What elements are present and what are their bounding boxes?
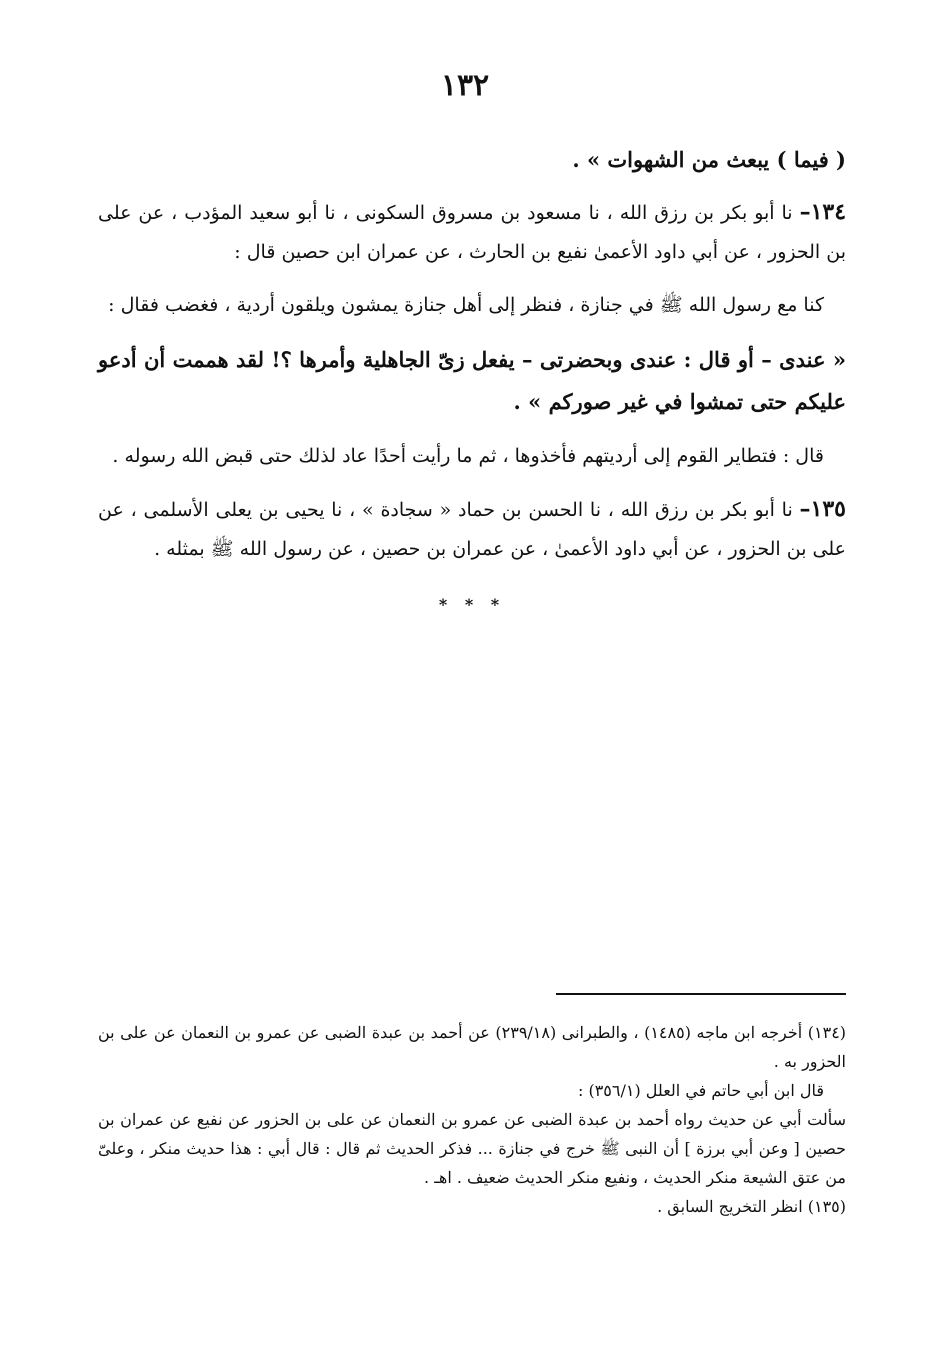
hadith-134-after: قال : فتطاير القوم إلى أرديتهم فأخذوها ، ثم ما رأيت أحدًا عاد لذلك حتى قبض الله رسوله . [112,445,824,467]
footnote-134-line1: (١٣٤) أخرجه ابن ماجه (١٤٨٥) ، والطبرانى (٢٣٩/١٨) عن أحمد بن عبدة الضبى عن عمرو بن النعمان عن على بن الحزور به . [98,1023,847,1071]
hadith-134-number: ١٣٤– [799,199,847,225]
main-text [98,140,846,624]
footnote-divider [556,993,846,995]
footnotes [98,1018,846,1221]
hadith-135-number: ١٣٥– [799,496,846,522]
footnote-134-line2: قال ابن أبي حاتم في العلل (٣٥٦/١) : [577,1081,824,1100]
footnote-134-line3: سألت أبي عن حديث رواه أحمد بن عبدة الضبى عن عمرو بن النعمان عن على بن الحزور عن نفيع عن عمران بن حصين [ وعن أبي برزة ] أن النبى ﷺ خرج في جنازة ... فذكر الحديث ثم قال : قال أبي : هذا حديث منكر ، وعلىّ من عتق الشيعة منكر الحديث ، ونفيع منكر الحديث ضعيف . اهـ . [98,1110,847,1187]
page-number: ١٣٢ [440,68,490,103]
hadith-134-isnad-text: نا أبو بكر بن رزق الله ، نا مسعود بن مسروق السكونى ، نا أبو سعيد المؤدب ، عن على بن الحزور ، عن أبي داود الأعمىٰ نفيع بن الحارث ، عن عمران ابن حصين قال : [98,202,846,263]
hadith-134-quote: « عندى – أو قال : عندى وبحضرتى – يفعل زىّ الجاهلية وأمرها ؟! لقد هممت أن أدعو عليكم حتى تمشوا في غير صوركم » . [98,347,846,414]
hadith-134-isnad [98,193,846,272]
hadith-135-isnad-text: نا أبو بكر بن رزق الله ، نا الحسن بن حماد « سجادة » ، نا يحيى بن يعلى الأسلمى ، عن على بن الحزور ، عن أبي داود الأعمىٰ ، عن عمران بن حصين ، عن رسول الله ﷺ بمثله . [98,499,846,560]
section-separator: * * * [438,595,506,614]
intro-line: ( فيما ) يبعث من الشهوات » . [572,147,846,172]
hadith-134-matn: كنا مع رسول الله ﷺ في جنازة ، فنظر إلى أهل جنازة يمشون ويلقون أردية ، فغضب فقال : [108,294,824,316]
hadith-135-isnad [98,490,846,569]
footnote-135: (١٣٥) انظر التخريج السابق . [657,1197,846,1216]
